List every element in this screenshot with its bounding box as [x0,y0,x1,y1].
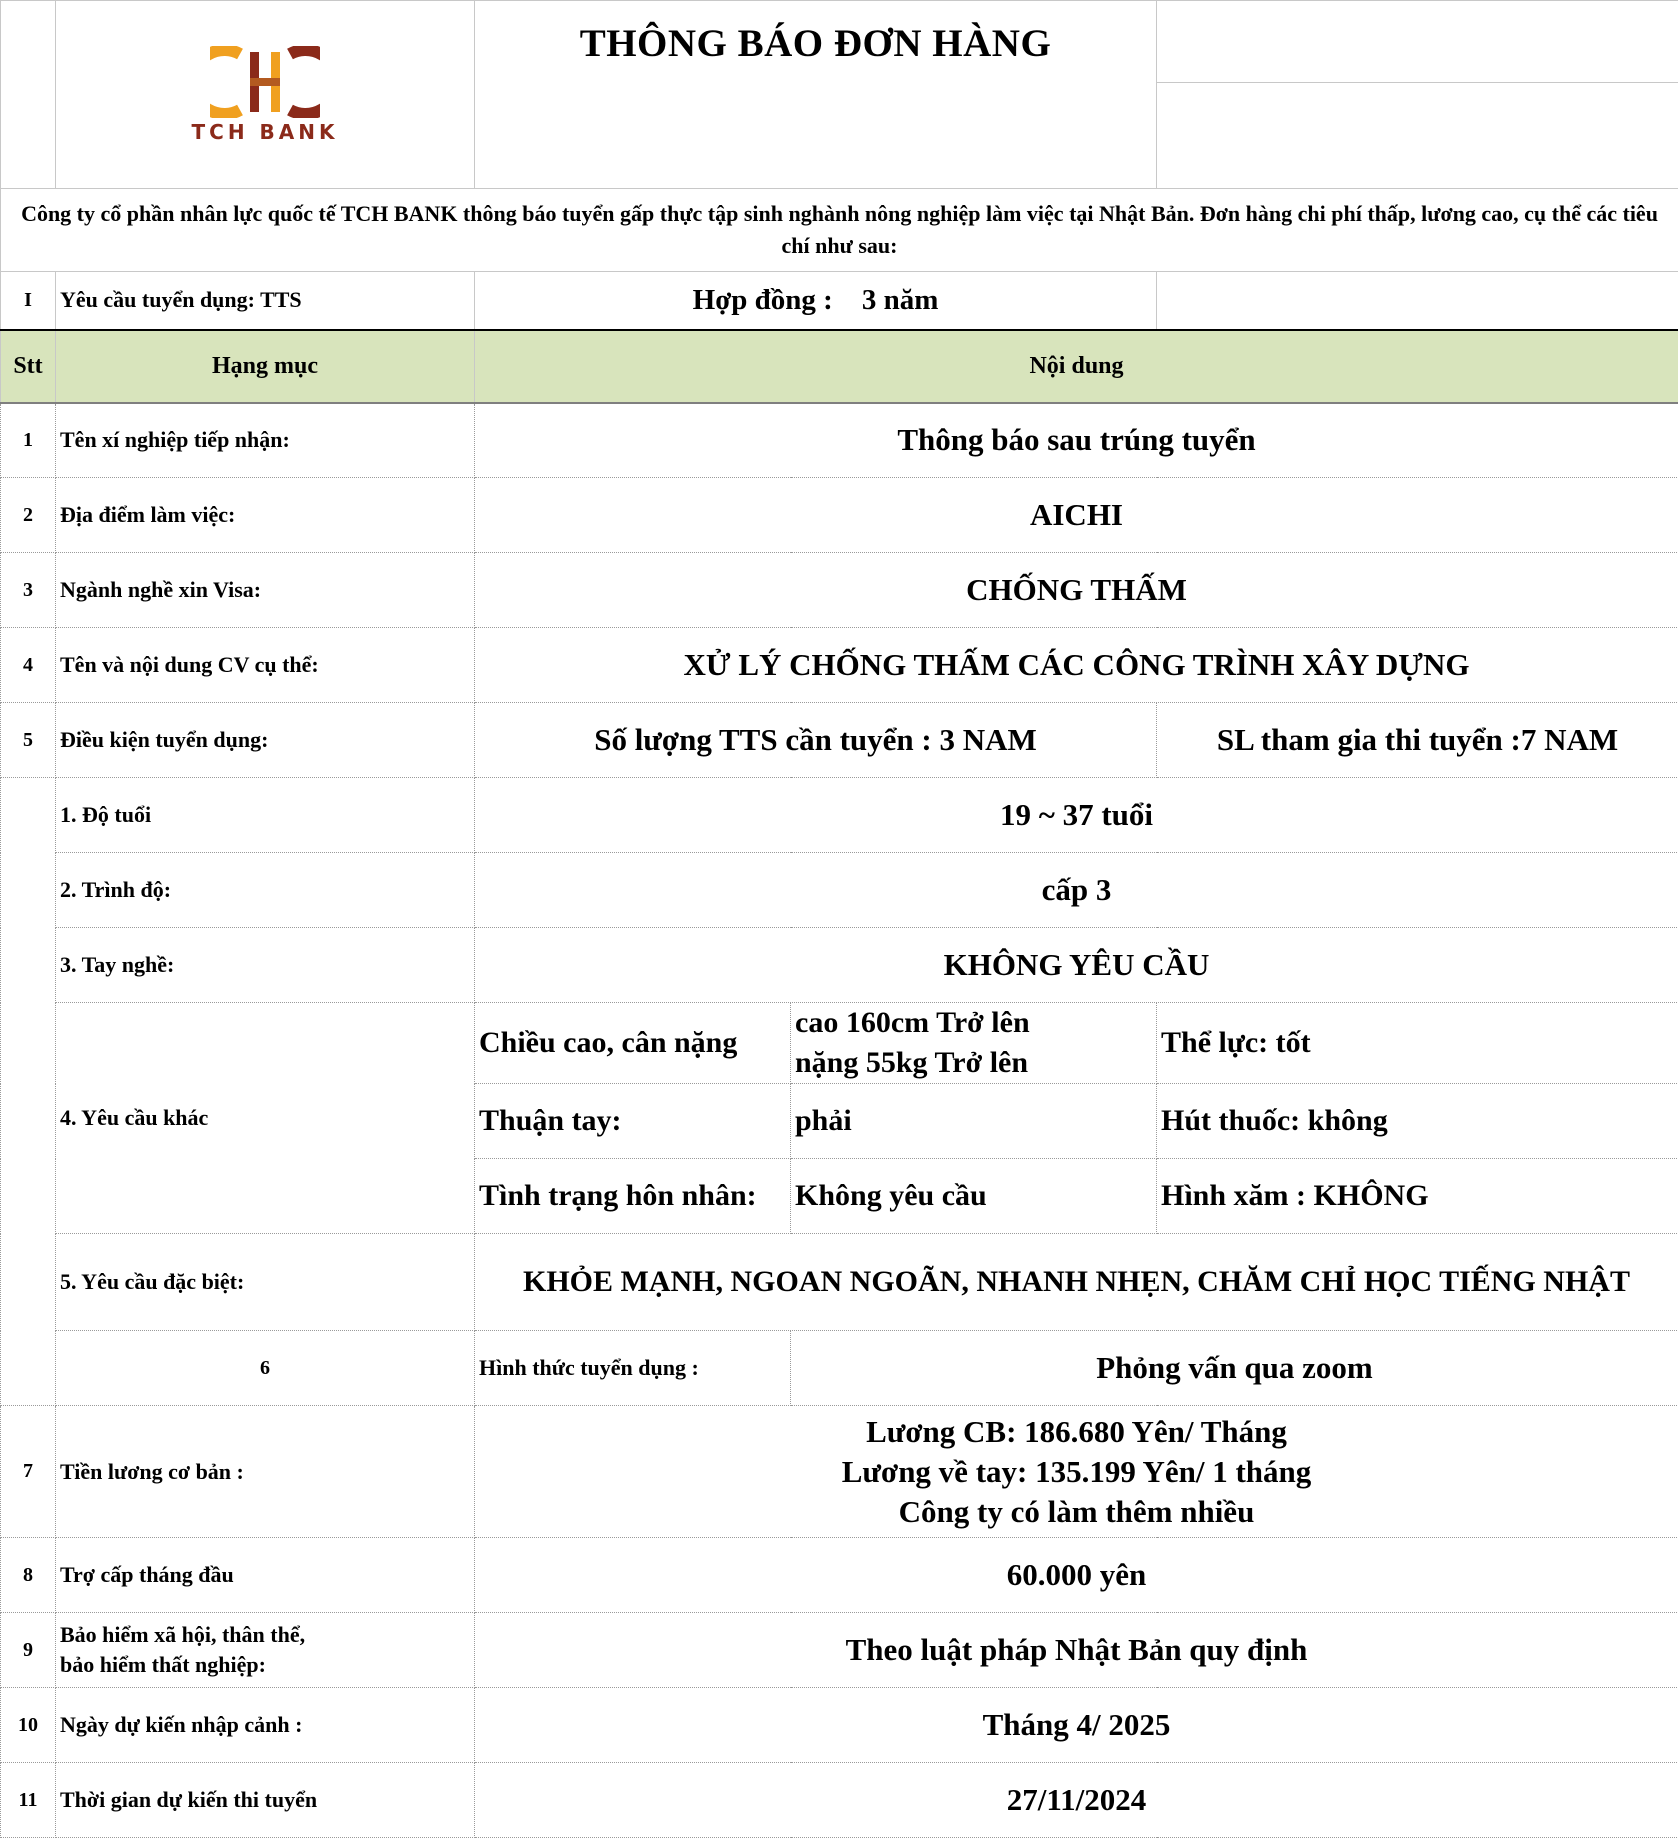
row-value: XỬ LÝ CHỐNG THẤM CÁC CÔNG TRÌNH XÂY DỰNG [475,628,1678,703]
row-number: 1 [1,403,56,478]
row-number: 3 [1,553,56,628]
contract-value: 3 năm [861,283,939,316]
weight-value: nặng 55kg Trở lên [795,1046,1029,1079]
logo-cell [56,1,475,189]
contract-cell [475,272,1157,330]
row-label: Tiền lương cơ bản : [56,1406,475,1538]
row-number: 6 [56,1331,475,1406]
salary-line-3: Công ty có làm thêm nhiều [898,1493,1255,1529]
skill-label: 3. Tay nghề: [56,928,475,1003]
table-row [1,1331,1678,1406]
row-label: Bảo hiểm xã hội, thân thể, bảo hiểm thất nghiệp: [56,1613,475,1688]
row-label: Ngành nghề xin Visa: [56,553,475,628]
contract-label: Hợp đồng : [692,283,833,316]
table-row [1,928,1678,1003]
age-label: 1. Độ tuổi [56,778,475,853]
row-label: Thời gian dự kiến thi tuyển [56,1763,475,1838]
education-label: 2. Trình độ: [56,853,475,928]
table-row [1,1234,1678,1331]
table-row [1,403,1678,478]
row-number: 8 [1,1538,56,1613]
logo-text: TCH BANK [191,119,339,144]
row-value: 60.000 yên [475,1538,1678,1613]
table-row [1,478,1678,553]
table-row [1,703,1678,778]
row-value: Thông báo sau trúng tuyển [475,403,1678,478]
blank-cell [1157,1,1678,83]
section-label: Yêu cầu tuyển dụng: TTS [56,272,475,330]
row-value: Phỏng vấn qua zoom [791,1331,1678,1406]
salary-value [475,1406,1678,1538]
page-title: THÔNG BÁO ĐƠN HÀNG [475,1,1157,189]
table-row [1,1538,1678,1613]
section-number: I [1,272,56,330]
blank-cell [1157,83,1678,189]
special-label: 5. Yêu cầu đặc biệt: [56,1234,475,1331]
exam-quantity: SL tham gia thi tuyển :7 NAM [1157,703,1678,778]
table-row [1,628,1678,703]
row-label: Tên xí nghiệp tiếp nhận: [56,403,475,478]
height-weight-label: Chiều cao, cân nặng [475,1003,791,1084]
logo-icon [210,46,320,118]
blank-cell [1,1,56,189]
row-label: Điều kiện tuyển dụng: [56,703,475,778]
row-value: Tháng 4/ 2025 [475,1688,1678,1763]
row-value: AICHI [475,478,1678,553]
row-number: 7 [1,1406,56,1538]
row-label: Ngày dự kiến nhập cảnh : [56,1688,475,1763]
row-value: 27/11/2024 [475,1763,1678,1838]
header-content: Nội dung [475,330,1678,403]
row-number: 11 [1,1763,56,1838]
row-label: Trợ cấp tháng đầu [56,1538,475,1613]
age-value: 19 ~ 37 tuổi [475,778,1678,853]
row-number: 4 [1,628,56,703]
handedness-label: Thuận tay: [475,1084,791,1159]
blank-cell [1157,272,1678,330]
table-row [1,1406,1678,1538]
intro-text: Công ty cổ phần nhân lực quốc tế TCH BANK thông báo tuyển gấp thực tập sinh nghành nông nghiệp làm việc tại Nhật Bản. Đơn hàng chi phí thấp, lương cao, cụ thể các tiêu chí như sau: [1,189,1678,272]
smoking-value: Hút thuốc: không [1157,1084,1678,1159]
tattoo-value: Hình xăm : KHÔNG [1157,1159,1678,1234]
skill-value: KHÔNG YÊU CẦU [475,928,1678,1003]
table-row [1,1763,1678,1838]
salary-line-1: Lương CB: 186.680 Yên/ Tháng [866,1413,1287,1449]
table-row [1,853,1678,928]
education-value: cấp 3 [475,853,1678,928]
header-stt: Stt [1,330,56,403]
marital-label: Tình trạng hôn nhân: [475,1159,791,1234]
height-weight-value [791,1003,1157,1084]
row-label: Tên và nội dung CV cụ thể: [56,628,475,703]
row-number: 2 [1,478,56,553]
salary-line-2: Lương về tay: 135.199 Yên/ 1 tháng [841,1453,1312,1489]
other-requirements-label: 4. Yêu cầu khác [56,1003,475,1234]
blank-cell [1,778,56,1406]
row-number: 9 [1,1613,56,1688]
row-value: Theo luật pháp Nhật Bản quy định [475,1613,1678,1688]
marital-value: Không yêu cầu [791,1159,1157,1234]
recruit-quantity: Số lượng TTS cần tuyển : 3 NAM [475,703,1157,778]
tch-bank-logo [56,46,474,144]
table-row [1,553,1678,628]
table-row [1,778,1678,853]
row-label: Địa điểm làm việc: [56,478,475,553]
row-number: 10 [1,1688,56,1763]
row-value: CHỐNG THẤM [475,553,1678,628]
special-value: KHỎE MẠNH, NGOAN NGOÃN, NHANH NHẸN, CHĂM CHỈ HỌC TIẾNG NHẬT [475,1234,1678,1331]
table-row [1,1688,1678,1763]
header-category: Hạng mục [56,330,475,403]
table-row [1,1613,1678,1688]
row-label: Hình thức tuyển dụng : [475,1331,791,1406]
table-row [1,1003,1678,1084]
fitness-value: Thể lực: tốt [1157,1003,1678,1084]
handedness-value: phải [791,1084,1157,1159]
height-value: cao 160cm Trở lên [795,1006,1030,1039]
row-number: 5 [1,703,56,778]
